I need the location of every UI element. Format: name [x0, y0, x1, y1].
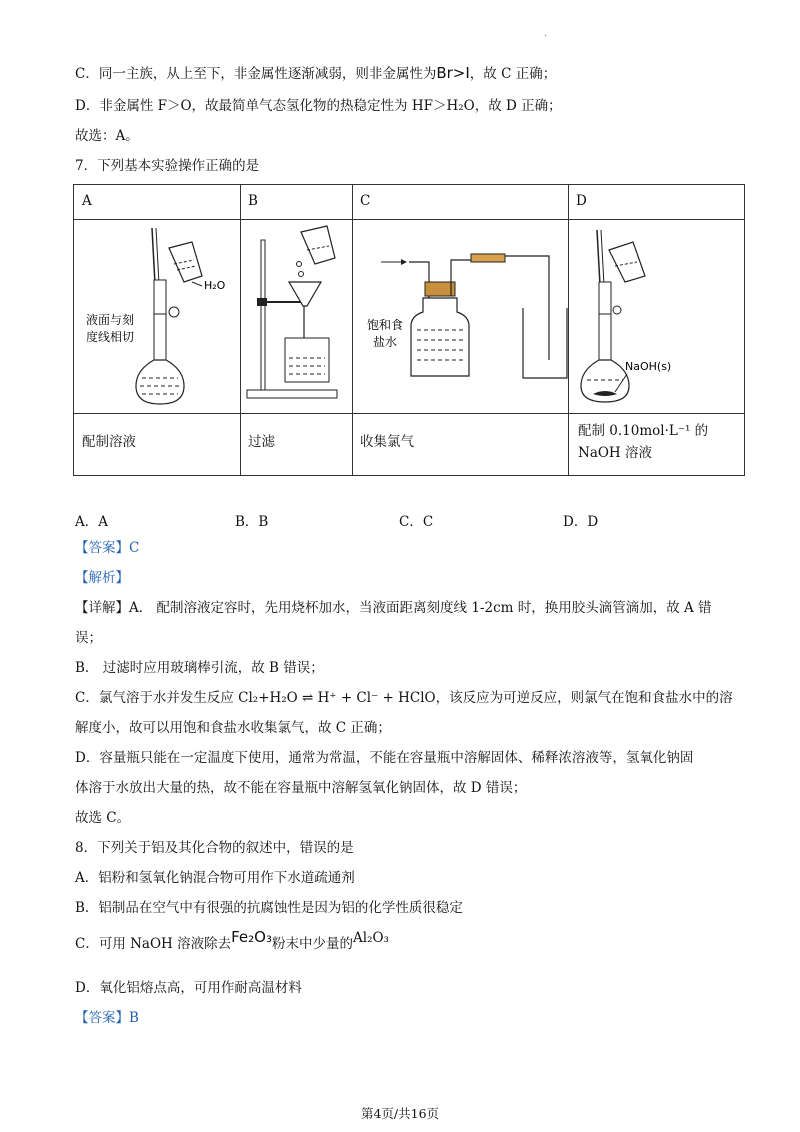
q7-option-c: C．C — [399, 514, 434, 530]
choose-a-line: 故选：A。 — [75, 128, 139, 144]
label-liquid-level-2: 度线相切 — [86, 330, 135, 344]
option-c-text: C．同一主族，从上至下，非金属性逐渐减弱，则非金属性为 — [75, 66, 437, 82]
caption-d-line-1: 配制 0.10mol·L⁻¹ 的 — [578, 423, 709, 439]
label-h2o: H₂O — [204, 279, 226, 292]
q8-option-c — [75, 928, 389, 953]
diagram-b-filtration — [241, 220, 352, 412]
q7-answer: 【答案】C — [75, 540, 140, 556]
detail-line-2: 误； — [75, 630, 102, 646]
option-c-line — [75, 64, 556, 83]
q8-answer: 【答案】B — [75, 1010, 139, 1026]
table-header-d: D — [576, 193, 587, 209]
table-header-c: C — [360, 193, 371, 209]
diagram-d-naoh-flask — [569, 220, 745, 412]
q7-option-a: A．A — [75, 514, 108, 530]
detail-line-4: C．氯气溶于水并发生反应 Cl₂+H₂O ⇌ H⁺ + Cl⁻ + HClO，该反应为可逆反应，则氯气在饱和食盐水中的溶 — [75, 690, 733, 706]
question-7-stem: 7．下列基本实验操作正确的是 — [75, 158, 260, 174]
detail-line-3: B． 过滤时应用玻璃棒引流，故 B 错误； — [75, 660, 324, 676]
q8-stem: 8．下列关于铝及其化合物的叙述中，错误的是 — [75, 840, 354, 856]
option-c-formula: Br>I — [436, 64, 470, 82]
diagram-a-volumetric-flask — [74, 220, 240, 412]
q7-option-b: B．B — [235, 514, 269, 530]
detail-text-1: 【详解】A． 配制溶液定容时，先用烧杯加水，当液面距离刻度线 1-2cm 时，换用胶头滴管滴加，故 A 错 — [75, 600, 712, 616]
table-header-a: A — [82, 193, 92, 209]
diagram-c-gas-collection — [353, 220, 568, 412]
q8-option-b: B．铝制品在空气中有很强的抗腐蚀性是因为铝的化学性质很稳定 — [75, 900, 463, 916]
q8-al2o3: Al₂O₃ — [353, 930, 389, 946]
caption-c: 收集氯气 — [360, 434, 414, 450]
analysis-tag: 【解析】 — [75, 570, 129, 586]
detail-line-1 — [75, 599, 712, 617]
q7-option-d: D．D — [563, 514, 599, 530]
label-saturated-brine-1: 饱和食 — [367, 318, 404, 332]
caption-a: 配制溶液 — [82, 434, 136, 450]
label-saturated-brine-2: 盐水 — [373, 335, 398, 349]
caption-b: 过滤 — [248, 434, 275, 450]
q8-fe2o3: Fe₂O₃ — [231, 928, 272, 946]
option-d-line: D．非金属性 F＞O，故最简单气态氢化物的热稳定性为 HF＞H₂O，故 D 正确； — [75, 98, 562, 114]
table-header-b: B — [248, 193, 258, 209]
option-c-tail: ，故 C 正确； — [469, 66, 557, 82]
detail-line-7: 体溶于水放出大量的热，故不能在容量瓶中溶解氢氧化钠固体，故 D 错误； — [75, 780, 527, 796]
q8-option-c-prefix: C．可用 NaOH 溶液除去 — [75, 936, 232, 952]
label-liquid-level-1: 液面与刻 — [86, 313, 135, 327]
experiment-table — [73, 184, 745, 476]
caption-d-line-2: NaOH 溶液 — [578, 445, 652, 461]
detail-line-6: D．容量瓶只能在一定温度下使用，通常为常温，不能在容量瓶中溶解固体、稀释浓溶液等，氢氧化钠固 — [75, 750, 694, 766]
q8-option-a: A．铝粉和氢氧化钠混合物可用作下水道疏通剂 — [75, 870, 355, 886]
q8-option-c-middle: 粉末中少量的 — [272, 936, 353, 952]
q8-option-d: D．氧化铝熔点高，可用作耐高温材料 — [75, 980, 302, 996]
page-footer: 第4页/共16页 — [360, 1106, 440, 1121]
detail-line-8: 故选 C。 — [75, 810, 131, 826]
label-naoh-solid: NaOH(s) — [625, 360, 672, 373]
header-dot: . — [544, 28, 548, 39]
detail-line-5: 解度小，故可以用饱和食盐水收集氯气，故 C 正确； — [75, 720, 391, 736]
